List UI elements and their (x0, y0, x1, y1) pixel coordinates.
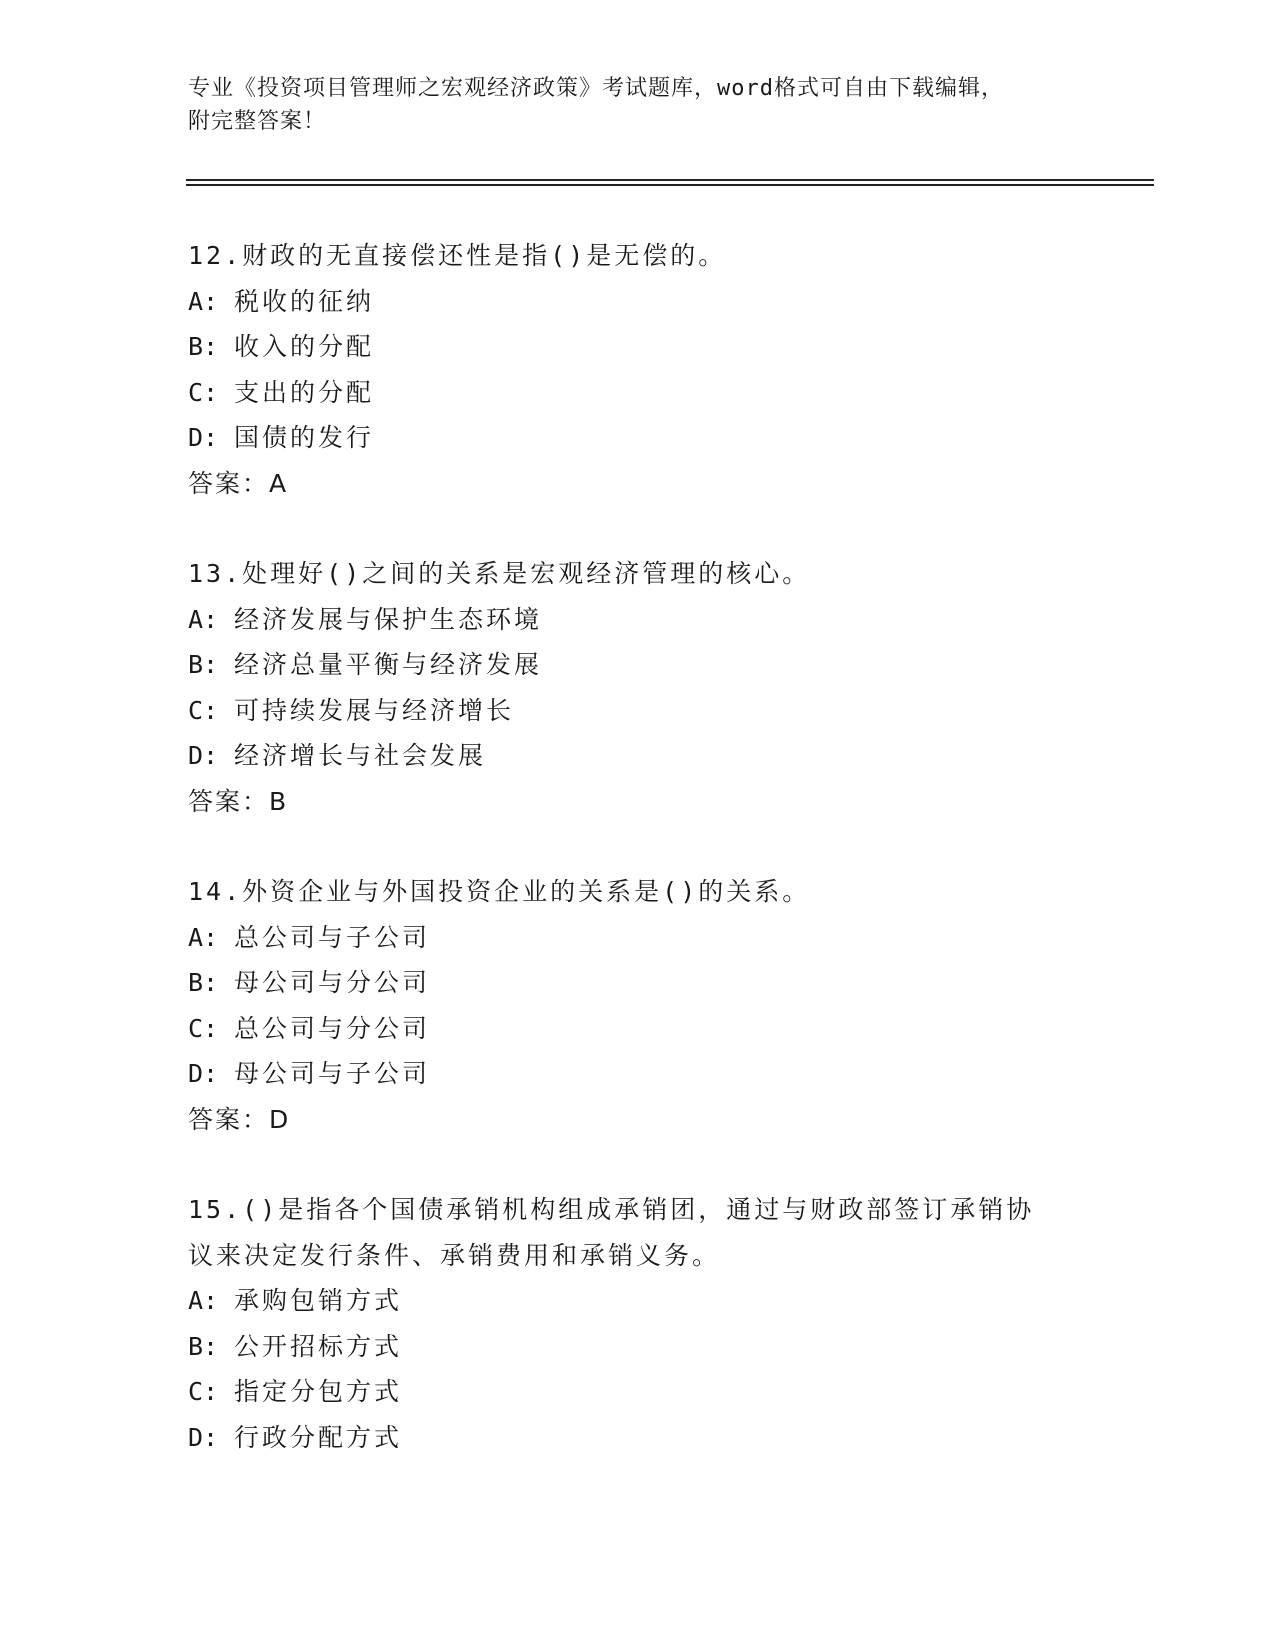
option-label: D: (188, 1422, 219, 1452)
question-stem: 15.()是指各个国债承销机构组成承销团，通过与财政部签订承销协议来决定发行条件、承销费用和承销义务。 (188, 1195, 1035, 1270)
option-a (188, 597, 1148, 643)
option-text: 税收的征纳 (234, 286, 375, 316)
option-label: B: (188, 968, 219, 997)
option-label: D: (188, 1059, 219, 1088)
option-d (188, 415, 1148, 461)
option-c (188, 370, 1148, 416)
option-label: C: (188, 695, 219, 725)
option-b (188, 642, 1148, 688)
option-text: 公开招标方式 (234, 1331, 403, 1361)
option-b (188, 960, 1148, 1006)
header-line-2: 附完整答案！ (188, 109, 327, 134)
question-15 (188, 1187, 1148, 1460)
question-list (188, 233, 1148, 1505)
option-text: 总公司与分公司 (234, 1013, 431, 1043)
option-text: 总公司与子公司 (234, 922, 431, 952)
option-a (188, 915, 1148, 961)
option-b (188, 1324, 1148, 1370)
option-text: 收入的分配 (234, 332, 375, 361)
question-14 (188, 869, 1148, 1142)
option-text: 支出的分配 (234, 377, 375, 407)
option-text: 经济增长与社会发展 (234, 741, 487, 770)
option-text: 母公司与分公司 (234, 968, 431, 997)
option-label: D: (188, 741, 219, 770)
option-label: B: (188, 650, 219, 679)
option-c (188, 688, 1148, 734)
option-text: 国债的发行 (234, 423, 375, 452)
option-label: D: (188, 423, 219, 452)
document-header (188, 72, 1088, 138)
option-a (188, 279, 1148, 325)
option-b (188, 324, 1148, 370)
option-label: C: (188, 1013, 219, 1043)
header-rule-top (186, 179, 1154, 181)
option-d (188, 1415, 1148, 1461)
option-label: B: (188, 1331, 219, 1361)
question-stem: 12.财政的无直接偿还性是指()是无偿的。 (188, 241, 727, 270)
option-d (188, 733, 1148, 779)
question-13 (188, 551, 1148, 824)
option-label: A: (188, 922, 219, 952)
option-label: C: (188, 1377, 219, 1406)
option-c (188, 1006, 1148, 1052)
option-text: 经济总量平衡与经济发展 (234, 650, 543, 679)
option-label: A: (188, 1286, 219, 1315)
answer-line: 答案：D (188, 1104, 291, 1134)
header-rule-bottom (186, 184, 1154, 186)
option-text: 母公司与子公司 (234, 1059, 431, 1088)
question-stem: 14.外资企业与外国投资企业的关系是()的关系。 (188, 877, 811, 906)
option-a (188, 1278, 1148, 1324)
option-text: 承购包销方式 (234, 1286, 403, 1315)
option-label: A: (188, 604, 219, 634)
header-line-1: 专业《投资项目管理师之宏观经济政策》考试题库，word格式可自由下载编辑， (188, 76, 1004, 101)
option-label: B: (188, 332, 219, 361)
question-12 (188, 233, 1148, 506)
option-text: 可持续发展与经济增长 (234, 695, 515, 725)
option-label: A: (188, 286, 219, 316)
option-text: 经济发展与保护生态环境 (234, 604, 543, 634)
option-c (188, 1369, 1148, 1415)
option-text: 指定分包方式 (234, 1377, 403, 1406)
option-d (188, 1051, 1148, 1097)
answer-line: 答案：A (188, 468, 289, 498)
option-label: C: (188, 377, 219, 407)
question-stem: 13.处理好()之间的关系是宏观经济管理的核心。 (188, 559, 811, 588)
option-text: 行政分配方式 (234, 1422, 403, 1452)
answer-line: 答案：B (188, 786, 289, 816)
